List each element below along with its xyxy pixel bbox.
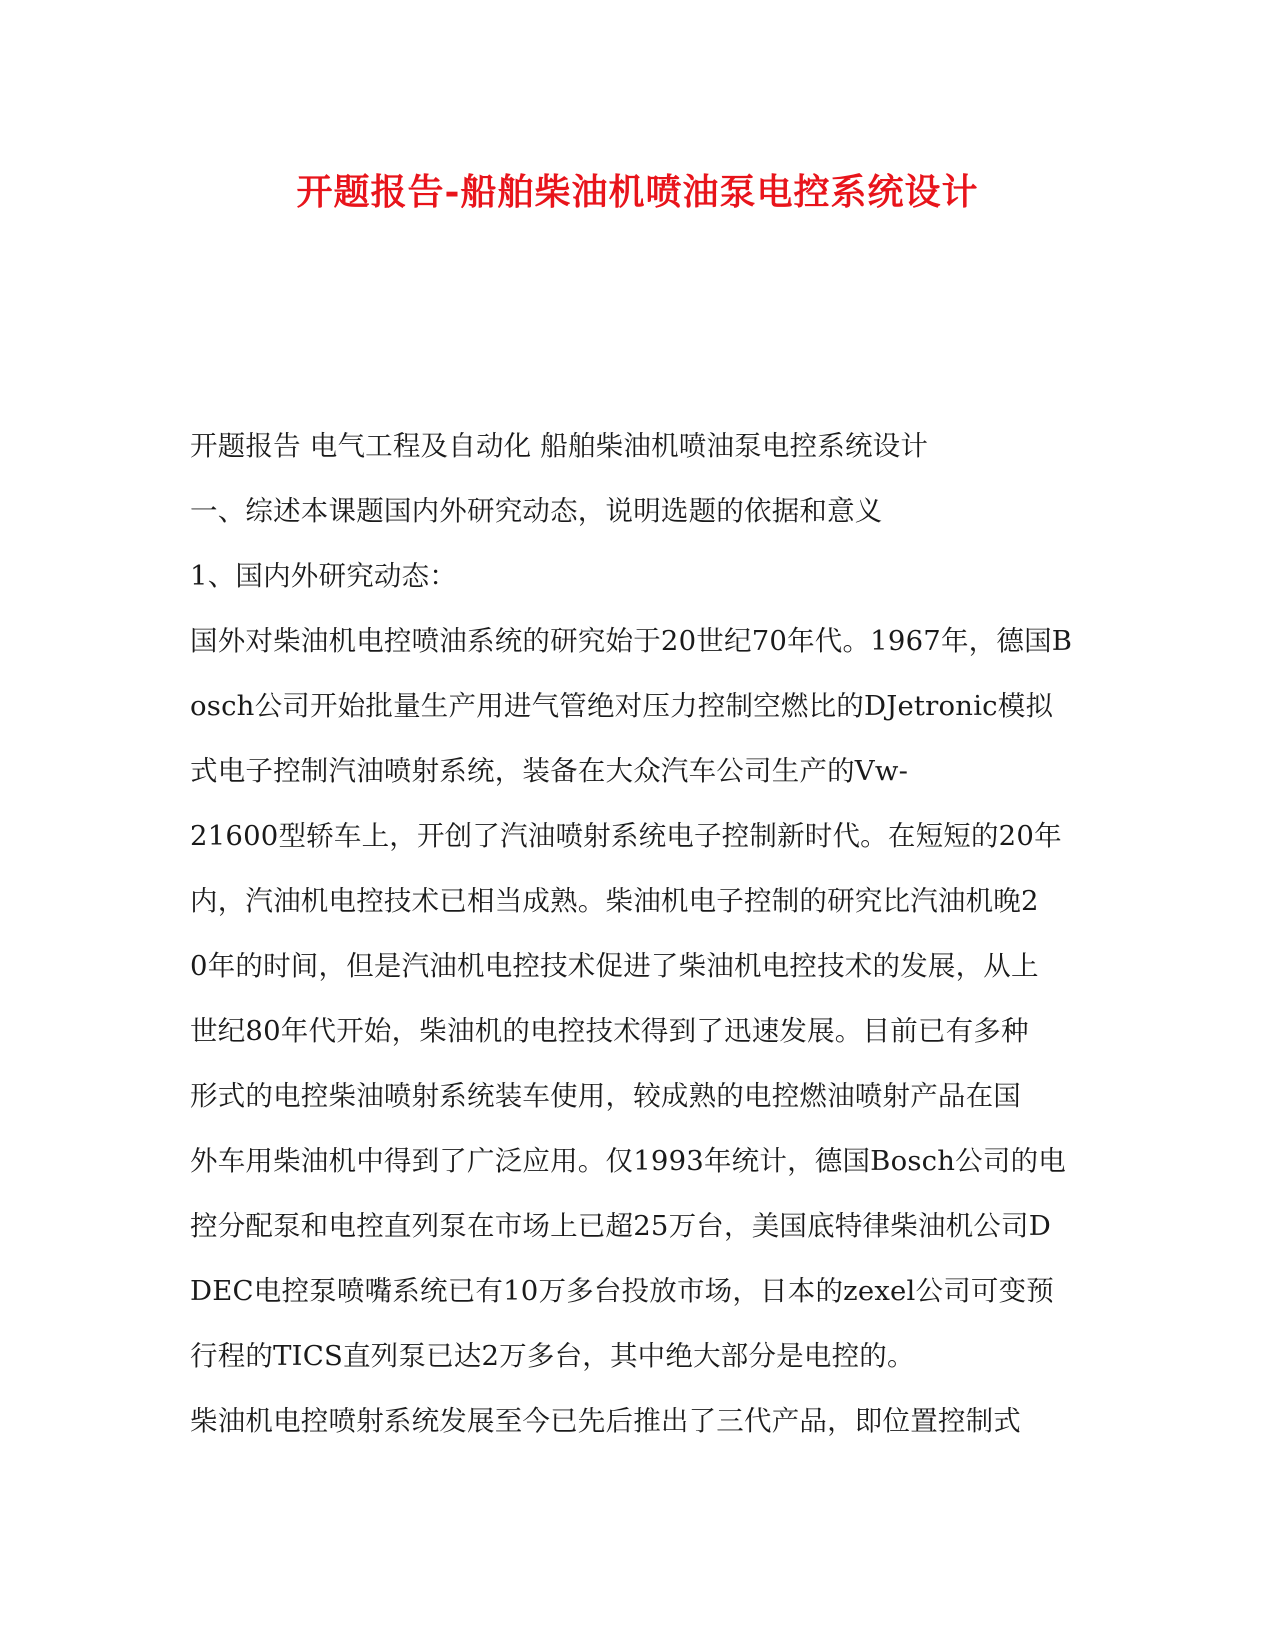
- text-line: 国外对柴油机电控喷油系统的研究始于20世纪70年代。1967年，德国B: [190, 625, 1073, 657]
- text-line: 21600型轿车上，开创了汽油喷射系统电子控制新时代。在短短的20年: [190, 820, 1062, 852]
- text-line: 行程的TICS直列泵已达2万多台，其中绝大部分是电控的。: [190, 1340, 915, 1372]
- page-title: 开题报告-船舶柴油机喷油泵电控系统设计: [296, 171, 979, 213]
- text-line: 柴油机电控喷射系统发展至今已先后推出了三代产品，即位置控制式: [190, 1405, 1021, 1437]
- body-text: [190, 414, 1090, 1454]
- text-line: DEC电控泵喷嘴系统已有10万多台投放市场，日本的zexel公司可变预: [190, 1275, 1054, 1307]
- text-line: 开题报告 电气工程及自动化 船舶柴油机喷油泵电控系统设计: [190, 430, 929, 462]
- text-line: 内，汽油机电控技术已相当成熟。柴油机电子控制的研究比汽油机晚2: [190, 885, 1039, 917]
- text-line: 一、综述本课题国内外研究动态，说明选题的依据和意义: [190, 495, 883, 527]
- text-line: 0年的时间，但是汽油机电控技术促进了柴油机电控技术的发展，从上: [190, 950, 1039, 982]
- text-line: 世纪80年代开始，柴油机的电控技术得到了迅速发展。目前已有多种: [190, 1015, 1029, 1047]
- text-line: 式电子控制汽油喷射系统，装备在大众汽车公司生产的Vw-: [190, 755, 909, 787]
- text-line: 外车用柴油机中得到了广泛应用。仅1993年统计，德国Bosch公司的电: [190, 1145, 1066, 1177]
- text-line: osch公司开始批量生产用进气管绝对压力控制空燃比的DJetronic模拟: [190, 690, 1054, 722]
- text-line: 控分配泵和电控直列泵在市场上已超25万台，美国底特律柴油机公司D: [190, 1210, 1051, 1242]
- text-line: 1、国内外研究动态：: [190, 560, 457, 592]
- text-line: 形式的电控柴油喷射系统装车使用，较成熟的电控燃油喷射产品在国: [190, 1080, 1021, 1112]
